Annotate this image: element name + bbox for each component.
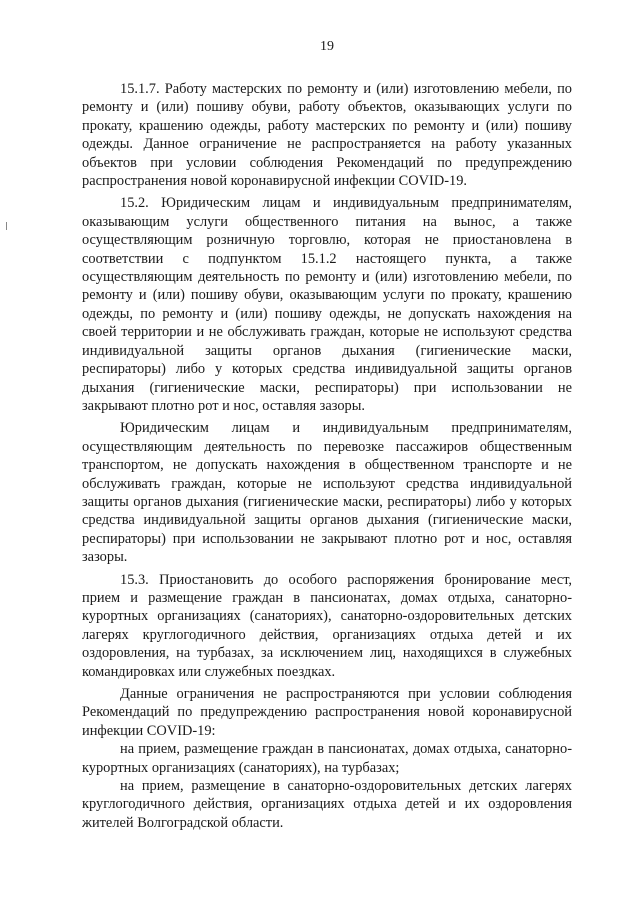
paragraph-15-2: 15.2. Юридическим лицам и индивидуальным предпринимателям, оказывающим услуги общественного питания на вынос, а также осуществляющим розничную торговлю, которая не приостановлена в соответствии с подпунктом 15.1.2 настоящего пункта, а также осуществляющим деятельность по ремонту и (или) изготовлению мебели, по ремонту и (или) пошиву обуви, оказывающим услуги по прокату, крашению одежды, по ремонту и (или) пошиву одежды, не допускать нахождения на своей территории и не обслуживать граждан, которые не используют средства индивидуальной защиты органов дыхания (гигиенические маски, респираторы) либо у которых средства индивидуальной защиты органов дыхания (гигиенические маски, респираторы) при использовании не закрывают плотно рот и нос, оставляя зазоры. bbox=[82, 195, 572, 414]
document-page bbox=[82, 38, 572, 832]
paragraph-exception-camps: на прием, размещение в санаторно-оздоровительных детских лагерях круглогодичного действия, организациях отдыха детей и их оздоровления жителей Волгоградской области. bbox=[82, 778, 572, 831]
margin-mark bbox=[6, 222, 7, 230]
paragraph-exception-resorts: на прием, размещение граждан в пансионатах, домах отдыха, санаторно-курортных организациях (санаториях), на турбазах; bbox=[82, 741, 572, 776]
page-number: 19 bbox=[320, 39, 334, 54]
paragraph-15-3: 15.3. Приостановить до особого распоряжения бронирование мест, прием и размещение граждан в пансионатах, домах отдыха, санаторно-курортных организациях (санаториях), санаторно-оздоровительных детских лагерях круглогодичного действия, организациях отдыха детей и их оздоровления, на турбазах, за исключением лиц, находящихся в служебных командировках или служебных поездках. bbox=[82, 571, 572, 680]
paragraph-exceptions: Данные ограничения не распространяются при условии соблюдения Рекомендаций по предупреждению распространения новой коронавирусной инфекции COVID-19: bbox=[82, 686, 572, 739]
paragraph-transport: Юридическим лицам и индивидуальным предпринимателям, осуществляющим деятельность по перевозке пассажиров общественным транспортом, не допускать нахождения в общественном транспорте и не обслуживать граждан, которые не используют средства индивидуальной защиты органов дыхания (гигиенические маски, респираторы) либо у которых средства индивидуальной защиты органов дыхания (гигиенические маски, респираторы) при использовании не закрывают плотно рот и нос, оставляя зазоры. bbox=[82, 420, 572, 566]
paragraph-15-1-7: 15.1.7. Работу мастерских по ремонту и (или) изготовлению мебели, по ремонту и (или) пошиву обуви, работу объектов, оказывающих услуги по прокату, крашению одежды, работу мастерских по ремонту и (или) пошиву одежды. Данное ограничение не распространяется на работу указанных объектов при условии соблюдения Рекомендаций по предупреждению распространения новой коронавирусной инфекции COVID-19. bbox=[82, 81, 572, 190]
